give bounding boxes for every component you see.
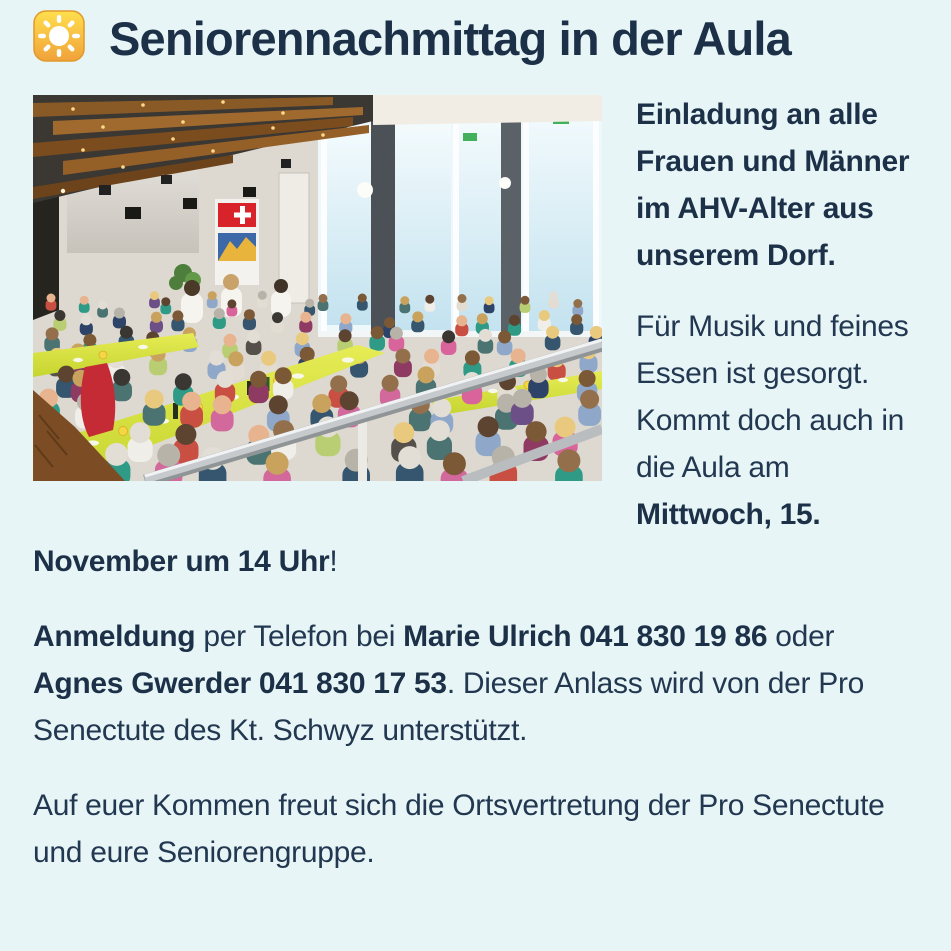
speaker xyxy=(183,198,197,209)
globe-lamp xyxy=(357,182,373,198)
contact-agnes-gwerder: Agnes Gwerder 041 830 17 53 xyxy=(33,666,447,700)
globe-lamp xyxy=(499,177,511,189)
speaker xyxy=(243,187,256,197)
railing-post xyxy=(358,417,367,481)
registration-text-3: . Dieser Anlass wird von der Pro Senectute des Kt. Schwyz unterstützt. xyxy=(33,666,865,747)
sun-icon xyxy=(33,10,85,62)
page-title-text: Seniorennachmittag in der Aula xyxy=(109,12,791,65)
flag-banner xyxy=(215,199,259,285)
exit-sign xyxy=(463,133,477,141)
registration-paragraph xyxy=(33,613,918,754)
registration-label: Anmeldung xyxy=(33,619,196,653)
event-photo xyxy=(33,95,602,481)
music-text: Für Musik und feines Essen ist gesorgt. Kommt doch auch in die Aula am xyxy=(636,309,909,484)
curtain-pillar xyxy=(371,115,395,330)
red-jacket xyxy=(81,363,115,437)
speaker xyxy=(125,207,141,219)
page-title xyxy=(33,10,863,67)
closing-paragraph: Auf euer Kommen freut sich die Ortsvertretung der Pro Senectute und eure Seniorengruppe. xyxy=(33,788,885,869)
registration-text-1: per Telefon bei xyxy=(195,619,404,653)
lead-paragraph: Einladung an alle Frauen und Männer im AHV-Alter aus unserem Dorf. xyxy=(636,97,910,272)
event-date: Mittwoch, 15. November um 14 Uhr xyxy=(33,497,821,578)
registration-text-2: oder xyxy=(767,619,835,653)
contact-marie-ulrich: Marie Ulrich 041 830 19 86 xyxy=(403,619,768,653)
music-text-end: ! xyxy=(329,544,338,578)
curtain-pillar xyxy=(501,110,521,332)
